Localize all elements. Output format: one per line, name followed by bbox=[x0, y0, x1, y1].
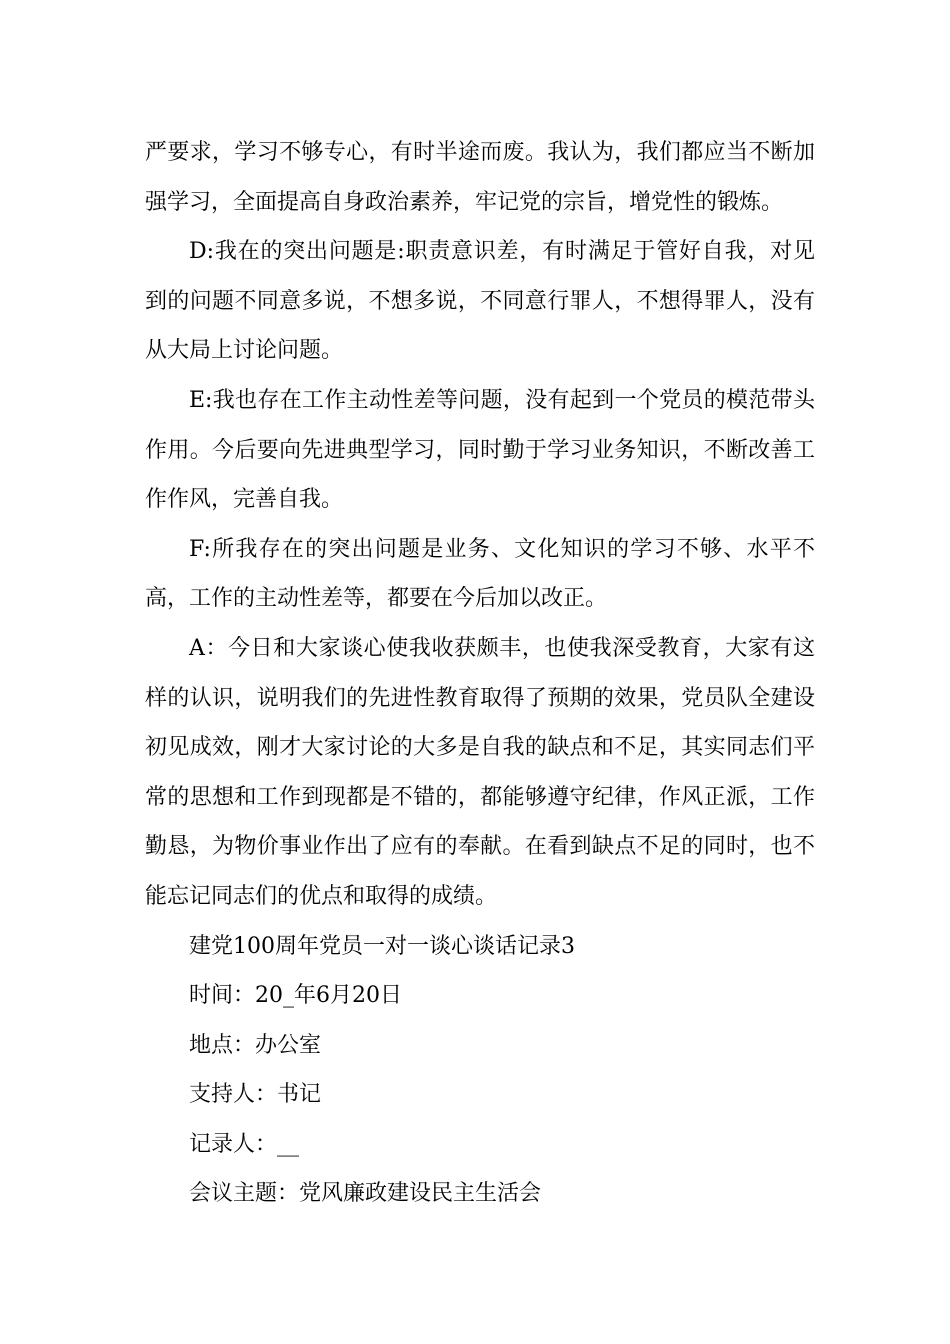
meeting-place: 地点：办公室 bbox=[189, 1032, 322, 1058]
paragraph-e-statement: E:我也存在工作主动性差等问题，没有起到一个党员的模范带头作用。今后要向先进典型学习，同时勤于学习业务知识，不断改善工作作风，完善自我。 bbox=[145, 387, 815, 513]
meeting-time: 时间：20_年6月20日 bbox=[189, 983, 402, 1009]
meeting-recorder: 记录人：__ bbox=[189, 1131, 300, 1157]
record-title: 建党100周年党员一对一谈心谈话记录3 bbox=[189, 933, 575, 959]
paragraph-a-summary: A：今日和大家谈心使我收获颇丰，也使我深受教育，大家有这样的认识，说明我们的先进性教育取得了预期的效果，党员队全建设初见成效，刚才大家讨论的大多是自我的缺点和不足，其实同志们平常的思想和工作到现都是不错的，都能够遵守纪律，作风正派，工作勤恳，为物价事业作出了应有的奉献。在看到缺点不足的同时，也不能忘记同志们的优点和取得的成绩。 bbox=[145, 635, 815, 909]
meeting-topic: 会议主题：党风廉政建设民主生活会 bbox=[189, 1181, 542, 1207]
paragraph-f-statement: F:所我存在的突出问题是业务、文化知识的学习不够、水平不高，工作的主动性差等，都要在今后加以改正。 bbox=[145, 536, 815, 612]
document-body bbox=[145, 128, 815, 1219]
meeting-host: 支持人：书记 bbox=[189, 1082, 322, 1108]
paragraph-continuation: 严要求，学习不够专心，有时半途而废。我认为，我们都应当不断加强学习，全面提高自身政治素养，牢记党的宗旨，增党性的锻炼。 bbox=[145, 140, 815, 215]
paragraph-d-statement: D:我在的突出问题是:职责意识差，有时满足于管好自我，对见到的问题不同意多说，不想多说，不同意行罪人，不想得罪人，没有从大局上讨论问题。 bbox=[145, 239, 815, 364]
